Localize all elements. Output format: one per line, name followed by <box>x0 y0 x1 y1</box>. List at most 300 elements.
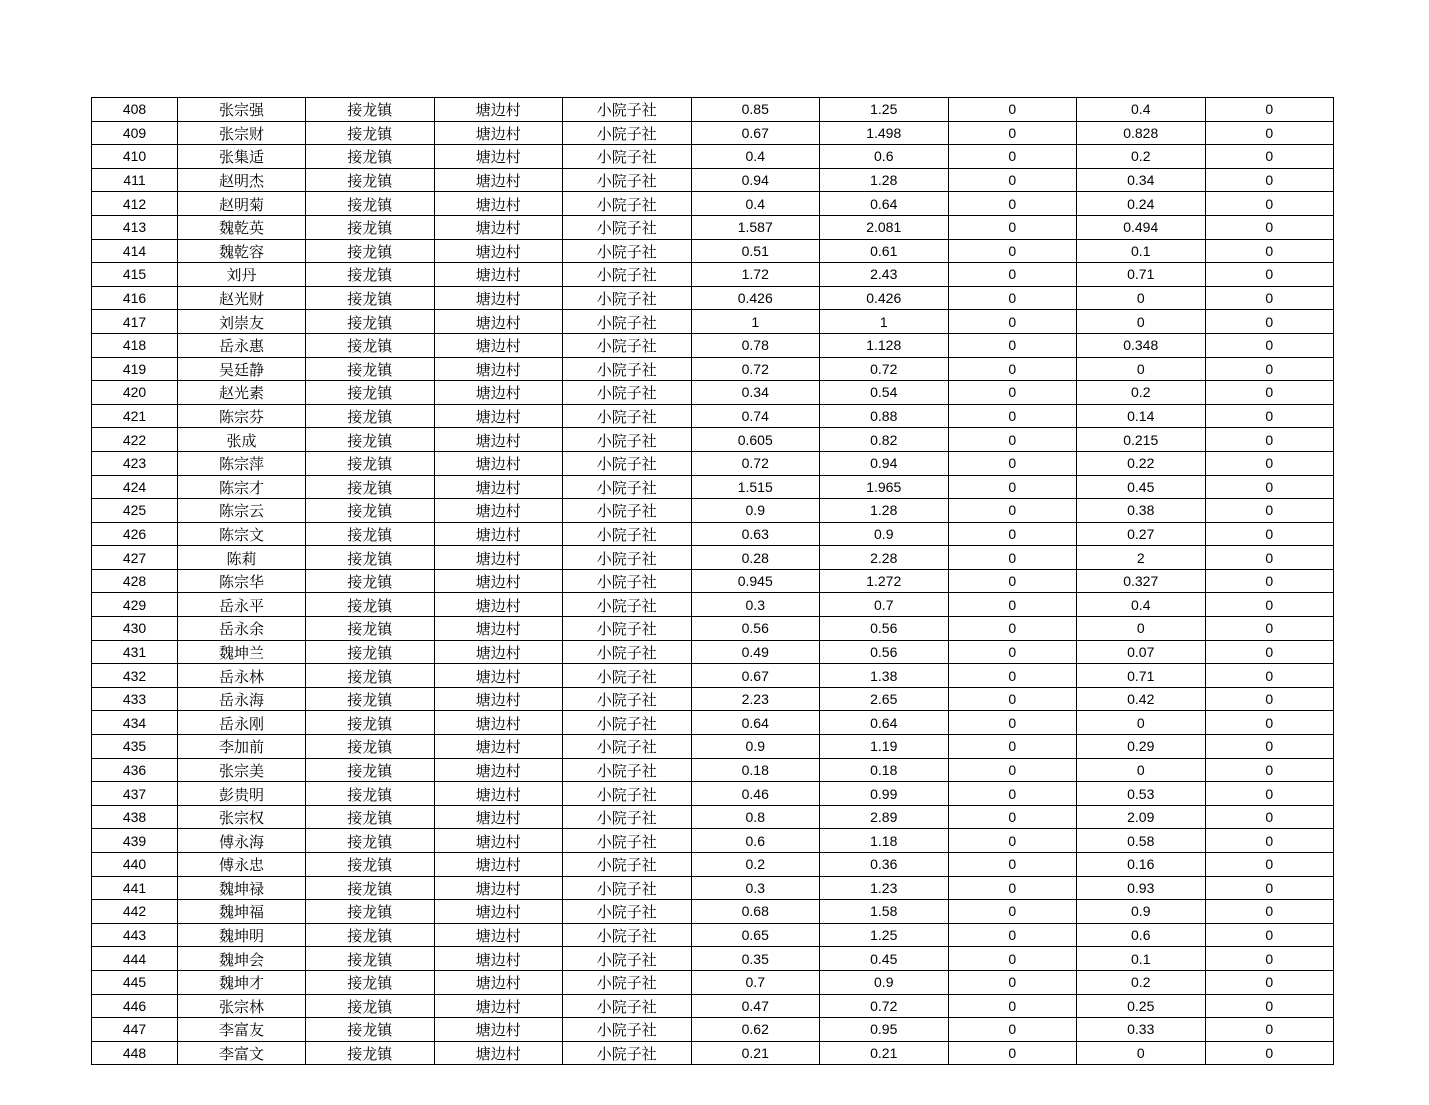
value-cell-4: 2.09 <box>1077 805 1206 829</box>
value-cell-5: 0 <box>1205 121 1334 145</box>
town-cell: 接龙镇 <box>306 451 435 475</box>
value-cell-4: 0.25 <box>1077 994 1206 1018</box>
id-cell: 427 <box>92 546 178 570</box>
town-cell: 接龙镇 <box>306 1018 435 1042</box>
value-cell-4: 0 <box>1077 758 1206 782</box>
value-cell-5: 0 <box>1205 947 1334 971</box>
name-cell: 魏坤禄 <box>178 876 306 900</box>
town-cell: 接龙镇 <box>306 593 435 617</box>
value-cell-2: 0.9 <box>820 522 949 546</box>
value-cell-4: 0.215 <box>1077 428 1206 452</box>
value-cell-3: 0 <box>948 404 1077 428</box>
table-row <box>92 168 1334 192</box>
id-cell: 409 <box>92 121 178 145</box>
value-cell-3: 0 <box>948 475 1077 499</box>
town-cell: 接龙镇 <box>306 357 435 381</box>
value-cell-2: 1.28 <box>820 168 949 192</box>
value-cell-2: 0.61 <box>820 239 949 263</box>
value-cell-1: 0.46 <box>691 782 820 806</box>
group-cell: 小院子社 <box>563 381 692 405</box>
town-cell: 接龙镇 <box>306 522 435 546</box>
value-cell-2: 0.18 <box>820 758 949 782</box>
table-row <box>92 145 1334 169</box>
name-cell: 彭贵明 <box>178 782 306 806</box>
value-cell-2: 0.64 <box>820 711 949 735</box>
name-cell: 魏乾容 <box>178 239 306 263</box>
value-cell-2: 1.25 <box>820 98 949 122</box>
value-cell-1: 1.515 <box>691 475 820 499</box>
id-cell: 429 <box>92 593 178 617</box>
value-cell-3: 0 <box>948 876 1077 900</box>
group-cell: 小院子社 <box>563 970 692 994</box>
value-cell-2: 1.128 <box>820 333 949 357</box>
value-cell-1: 0.6 <box>691 829 820 853</box>
village-cell: 塘边村 <box>434 640 563 664</box>
value-cell-3: 0 <box>948 782 1077 806</box>
value-cell-3: 0 <box>948 617 1077 641</box>
value-cell-3: 0 <box>948 239 1077 263</box>
group-cell: 小院子社 <box>563 876 692 900</box>
village-cell: 塘边村 <box>434 310 563 334</box>
town-cell: 接龙镇 <box>306 121 435 145</box>
value-cell-1: 0.7 <box>691 970 820 994</box>
table-row <box>92 805 1334 829</box>
value-cell-2: 1.38 <box>820 664 949 688</box>
id-cell: 431 <box>92 640 178 664</box>
id-cell: 410 <box>92 145 178 169</box>
village-cell: 塘边村 <box>434 782 563 806</box>
value-cell-5: 0 <box>1205 168 1334 192</box>
table-row <box>92 1041 1334 1065</box>
value-cell-3: 0 <box>948 640 1077 664</box>
value-cell-4: 0.42 <box>1077 687 1206 711</box>
village-cell: 塘边村 <box>434 664 563 688</box>
group-cell: 小院子社 <box>563 357 692 381</box>
town-cell: 接龙镇 <box>306 333 435 357</box>
village-cell: 塘边村 <box>434 876 563 900</box>
value-cell-5: 0 <box>1205 853 1334 877</box>
value-cell-5: 0 <box>1205 782 1334 806</box>
value-cell-2: 1.28 <box>820 499 949 523</box>
group-cell: 小院子社 <box>563 640 692 664</box>
value-cell-1: 0.64 <box>691 711 820 735</box>
id-cell: 417 <box>92 310 178 334</box>
value-cell-1: 2.23 <box>691 687 820 711</box>
value-cell-2: 1.58 <box>820 900 949 924</box>
town-cell: 接龙镇 <box>306 970 435 994</box>
value-cell-4: 0.327 <box>1077 569 1206 593</box>
village-cell: 塘边村 <box>434 121 563 145</box>
id-cell: 446 <box>92 994 178 1018</box>
value-cell-1: 0.945 <box>691 569 820 593</box>
town-cell: 接龙镇 <box>306 286 435 310</box>
table-row <box>92 310 1334 334</box>
value-cell-3: 0 <box>948 569 1077 593</box>
value-cell-4: 0.14 <box>1077 404 1206 428</box>
name-cell: 岳永平 <box>178 593 306 617</box>
village-cell: 塘边村 <box>434 994 563 1018</box>
value-cell-5: 0 <box>1205 451 1334 475</box>
table-row <box>92 499 1334 523</box>
value-cell-4: 0 <box>1077 711 1206 735</box>
value-cell-5: 0 <box>1205 546 1334 570</box>
value-cell-3: 0 <box>948 947 1077 971</box>
id-cell: 412 <box>92 192 178 216</box>
group-cell: 小院子社 <box>563 239 692 263</box>
town-cell: 接龙镇 <box>306 876 435 900</box>
id-cell: 418 <box>92 333 178 357</box>
data-table <box>91 97 1334 1065</box>
table-row <box>92 970 1334 994</box>
value-cell-5: 0 <box>1205 310 1334 334</box>
value-cell-3: 0 <box>948 192 1077 216</box>
table-row <box>92 593 1334 617</box>
village-cell: 塘边村 <box>434 499 563 523</box>
town-cell: 接龙镇 <box>306 310 435 334</box>
value-cell-1: 0.67 <box>691 121 820 145</box>
table-row <box>92 333 1334 357</box>
town-cell: 接龙镇 <box>306 1041 435 1065</box>
value-cell-5: 0 <box>1205 428 1334 452</box>
value-cell-2: 0.82 <box>820 428 949 452</box>
table-row <box>92 546 1334 570</box>
village-cell: 塘边村 <box>434 522 563 546</box>
value-cell-3: 0 <box>948 853 1077 877</box>
value-cell-4: 0.828 <box>1077 121 1206 145</box>
value-cell-3: 0 <box>948 1018 1077 1042</box>
value-cell-2: 0.426 <box>820 286 949 310</box>
id-cell: 436 <box>92 758 178 782</box>
value-cell-1: 0.47 <box>691 994 820 1018</box>
value-cell-5: 0 <box>1205 593 1334 617</box>
value-cell-5: 0 <box>1205 923 1334 947</box>
village-cell: 塘边村 <box>434 923 563 947</box>
village-cell: 塘边村 <box>434 286 563 310</box>
value-cell-2: 1.25 <box>820 923 949 947</box>
name-cell: 赵明杰 <box>178 168 306 192</box>
value-cell-1: 0.94 <box>691 168 820 192</box>
value-cell-5: 0 <box>1205 475 1334 499</box>
town-cell: 接龙镇 <box>306 145 435 169</box>
id-cell: 433 <box>92 687 178 711</box>
name-cell: 陈宗才 <box>178 475 306 499</box>
value-cell-1: 0.18 <box>691 758 820 782</box>
table-row <box>92 782 1334 806</box>
group-cell: 小院子社 <box>563 333 692 357</box>
id-cell: 425 <box>92 499 178 523</box>
value-cell-1: 0.62 <box>691 1018 820 1042</box>
value-cell-4: 0.2 <box>1077 145 1206 169</box>
value-cell-5: 0 <box>1205 805 1334 829</box>
value-cell-4: 0.494 <box>1077 215 1206 239</box>
name-cell: 刘崇友 <box>178 310 306 334</box>
village-cell: 塘边村 <box>434 357 563 381</box>
town-cell: 接龙镇 <box>306 499 435 523</box>
town-cell: 接龙镇 <box>306 923 435 947</box>
town-cell: 接龙镇 <box>306 98 435 122</box>
table-row <box>92 121 1334 145</box>
value-cell-3: 0 <box>948 593 1077 617</box>
value-cell-2: 1 <box>820 310 949 334</box>
village-cell: 塘边村 <box>434 970 563 994</box>
value-cell-3: 0 <box>948 428 1077 452</box>
town-cell: 接龙镇 <box>306 569 435 593</box>
name-cell: 陈宗文 <box>178 522 306 546</box>
value-cell-2: 0.7 <box>820 593 949 617</box>
value-cell-1: 0.426 <box>691 286 820 310</box>
group-cell: 小院子社 <box>563 1018 692 1042</box>
name-cell: 张集适 <box>178 145 306 169</box>
table-row <box>92 428 1334 452</box>
village-cell: 塘边村 <box>434 1018 563 1042</box>
id-cell: 435 <box>92 735 178 759</box>
value-cell-2: 1.272 <box>820 569 949 593</box>
value-cell-1: 0.65 <box>691 923 820 947</box>
value-cell-3: 0 <box>948 381 1077 405</box>
id-cell: 421 <box>92 404 178 428</box>
name-cell: 岳永林 <box>178 664 306 688</box>
value-cell-4: 2 <box>1077 546 1206 570</box>
group-cell: 小院子社 <box>563 664 692 688</box>
value-cell-4: 0.33 <box>1077 1018 1206 1042</box>
group-cell: 小院子社 <box>563 994 692 1018</box>
table-row <box>92 451 1334 475</box>
village-cell: 塘边村 <box>434 805 563 829</box>
group-cell: 小院子社 <box>563 711 692 735</box>
value-cell-4: 0.4 <box>1077 98 1206 122</box>
id-cell: 419 <box>92 357 178 381</box>
name-cell: 陈宗萍 <box>178 451 306 475</box>
table-row <box>92 853 1334 877</box>
value-cell-1: 0.68 <box>691 900 820 924</box>
value-cell-5: 0 <box>1205 404 1334 428</box>
name-cell: 傅永忠 <box>178 853 306 877</box>
value-cell-4: 0.22 <box>1077 451 1206 475</box>
value-cell-1: 0.34 <box>691 381 820 405</box>
value-cell-3: 0 <box>948 805 1077 829</box>
value-cell-5: 0 <box>1205 1018 1334 1042</box>
value-cell-2: 0.88 <box>820 404 949 428</box>
value-cell-3: 0 <box>948 664 1077 688</box>
name-cell: 张宗强 <box>178 98 306 122</box>
value-cell-5: 0 <box>1205 876 1334 900</box>
value-cell-1: 0.74 <box>691 404 820 428</box>
village-cell: 塘边村 <box>434 98 563 122</box>
value-cell-3: 0 <box>948 333 1077 357</box>
value-cell-5: 0 <box>1205 829 1334 853</box>
town-cell: 接龙镇 <box>306 428 435 452</box>
group-cell: 小院子社 <box>563 947 692 971</box>
value-cell-1: 0.51 <box>691 239 820 263</box>
town-cell: 接龙镇 <box>306 404 435 428</box>
value-cell-3: 0 <box>948 1041 1077 1065</box>
group-cell: 小院子社 <box>563 758 692 782</box>
value-cell-1: 0.605 <box>691 428 820 452</box>
group-cell: 小院子社 <box>563 617 692 641</box>
name-cell: 张宗财 <box>178 121 306 145</box>
name-cell: 李加前 <box>178 735 306 759</box>
town-cell: 接龙镇 <box>306 758 435 782</box>
id-cell: 411 <box>92 168 178 192</box>
id-cell: 416 <box>92 286 178 310</box>
group-cell: 小院子社 <box>563 735 692 759</box>
group-cell: 小院子社 <box>563 168 692 192</box>
value-cell-3: 0 <box>948 121 1077 145</box>
village-cell: 塘边村 <box>434 687 563 711</box>
id-cell: 432 <box>92 664 178 688</box>
group-cell: 小院子社 <box>563 451 692 475</box>
value-cell-2: 0.99 <box>820 782 949 806</box>
value-cell-2: 0.72 <box>820 994 949 1018</box>
name-cell: 赵光素 <box>178 381 306 405</box>
name-cell: 李富文 <box>178 1041 306 1065</box>
value-cell-2: 0.64 <box>820 192 949 216</box>
group-cell: 小院子社 <box>563 522 692 546</box>
value-cell-3: 0 <box>948 970 1077 994</box>
table-row <box>92 994 1334 1018</box>
value-cell-5: 0 <box>1205 333 1334 357</box>
value-cell-2: 2.081 <box>820 215 949 239</box>
value-cell-5: 0 <box>1205 758 1334 782</box>
group-cell: 小院子社 <box>563 853 692 877</box>
value-cell-4: 0 <box>1077 310 1206 334</box>
table-row <box>92 900 1334 924</box>
table-row <box>92 829 1334 853</box>
group-cell: 小院子社 <box>563 192 692 216</box>
value-cell-3: 0 <box>948 499 1077 523</box>
value-cell-4: 0.38 <box>1077 499 1206 523</box>
id-cell: 441 <box>92 876 178 900</box>
value-cell-3: 0 <box>948 994 1077 1018</box>
village-cell: 塘边村 <box>434 263 563 287</box>
value-cell-1: 0.8 <box>691 805 820 829</box>
town-cell: 接龙镇 <box>306 829 435 853</box>
value-cell-2: 2.28 <box>820 546 949 570</box>
value-cell-4: 0 <box>1077 286 1206 310</box>
value-cell-5: 0 <box>1205 664 1334 688</box>
value-cell-3: 0 <box>948 522 1077 546</box>
group-cell: 小院子社 <box>563 215 692 239</box>
table-row <box>92 263 1334 287</box>
name-cell: 赵光财 <box>178 286 306 310</box>
name-cell: 岳永刚 <box>178 711 306 735</box>
group-cell: 小院子社 <box>563 428 692 452</box>
table-row <box>92 711 1334 735</box>
group-cell: 小院子社 <box>563 499 692 523</box>
value-cell-5: 0 <box>1205 522 1334 546</box>
value-cell-2: 1.498 <box>820 121 949 145</box>
village-cell: 塘边村 <box>434 711 563 735</box>
group-cell: 小院子社 <box>563 923 692 947</box>
table-row <box>92 357 1334 381</box>
value-cell-3: 0 <box>948 829 1077 853</box>
town-cell: 接龙镇 <box>306 239 435 263</box>
table-row <box>92 1018 1334 1042</box>
value-cell-3: 0 <box>948 286 1077 310</box>
group-cell: 小院子社 <box>563 1041 692 1065</box>
value-cell-5: 0 <box>1205 239 1334 263</box>
table-row <box>92 735 1334 759</box>
id-cell: 415 <box>92 263 178 287</box>
name-cell: 魏坤明 <box>178 923 306 947</box>
value-cell-3: 0 <box>948 215 1077 239</box>
value-cell-1: 0.3 <box>691 593 820 617</box>
value-cell-4: 0.45 <box>1077 475 1206 499</box>
town-cell: 接龙镇 <box>306 381 435 405</box>
name-cell: 赵明菊 <box>178 192 306 216</box>
name-cell: 陈宗华 <box>178 569 306 593</box>
value-cell-1: 1.72 <box>691 263 820 287</box>
id-cell: 439 <box>92 829 178 853</box>
table-row <box>92 404 1334 428</box>
value-cell-3: 0 <box>948 145 1077 169</box>
town-cell: 接龙镇 <box>306 853 435 877</box>
village-cell: 塘边村 <box>434 475 563 499</box>
value-cell-1: 0.21 <box>691 1041 820 1065</box>
table-row <box>92 664 1334 688</box>
value-cell-5: 0 <box>1205 145 1334 169</box>
id-cell: 426 <box>92 522 178 546</box>
value-cell-4: 0.27 <box>1077 522 1206 546</box>
id-cell: 423 <box>92 451 178 475</box>
value-cell-5: 0 <box>1205 1041 1334 1065</box>
table-row <box>92 286 1334 310</box>
value-cell-1: 0.56 <box>691 617 820 641</box>
value-cell-4: 0.2 <box>1077 970 1206 994</box>
value-cell-3: 0 <box>948 357 1077 381</box>
value-cell-2: 0.54 <box>820 381 949 405</box>
value-cell-4: 0.24 <box>1077 192 1206 216</box>
group-cell: 小院子社 <box>563 404 692 428</box>
group-cell: 小院子社 <box>563 687 692 711</box>
value-cell-3: 0 <box>948 687 1077 711</box>
village-cell: 塘边村 <box>434 1041 563 1065</box>
value-cell-1: 0.4 <box>691 192 820 216</box>
village-cell: 塘边村 <box>434 617 563 641</box>
table-row <box>92 239 1334 263</box>
value-cell-3: 0 <box>948 168 1077 192</box>
value-cell-1: 0.35 <box>691 947 820 971</box>
village-cell: 塘边村 <box>434 168 563 192</box>
name-cell: 岳永惠 <box>178 333 306 357</box>
town-cell: 接龙镇 <box>306 947 435 971</box>
town-cell: 接龙镇 <box>306 546 435 570</box>
value-cell-4: 0.71 <box>1077 664 1206 688</box>
group-cell: 小院子社 <box>563 900 692 924</box>
town-cell: 接龙镇 <box>306 192 435 216</box>
value-cell-2: 2.65 <box>820 687 949 711</box>
village-cell: 塘边村 <box>434 428 563 452</box>
name-cell: 张宗权 <box>178 805 306 829</box>
value-cell-2: 0.95 <box>820 1018 949 1042</box>
group-cell: 小院子社 <box>563 475 692 499</box>
value-cell-3: 0 <box>948 263 1077 287</box>
value-cell-2: 0.56 <box>820 617 949 641</box>
value-cell-4: 0.9 <box>1077 900 1206 924</box>
value-cell-3: 0 <box>948 735 1077 759</box>
value-cell-3: 0 <box>948 451 1077 475</box>
value-cell-3: 0 <box>948 546 1077 570</box>
village-cell: 塘边村 <box>434 215 563 239</box>
group-cell: 小院子社 <box>563 546 692 570</box>
value-cell-3: 0 <box>948 310 1077 334</box>
id-cell: 420 <box>92 381 178 405</box>
value-cell-2: 2.89 <box>820 805 949 829</box>
value-cell-1: 0.9 <box>691 499 820 523</box>
value-cell-3: 0 <box>948 758 1077 782</box>
village-cell: 塘边村 <box>434 853 563 877</box>
id-cell: 437 <box>92 782 178 806</box>
